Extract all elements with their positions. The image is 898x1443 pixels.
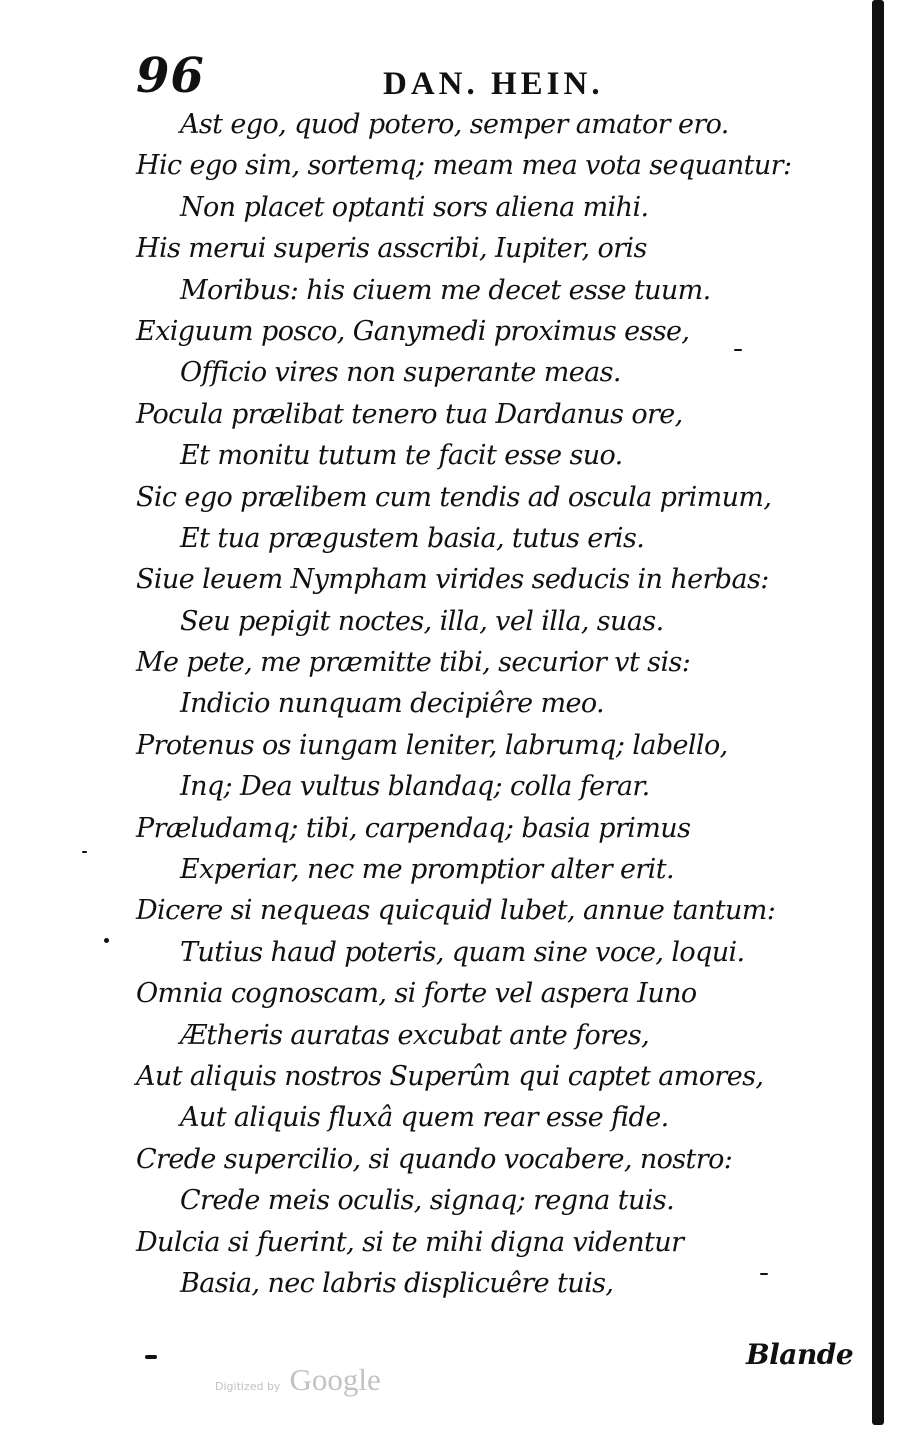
verse-line: Tutius haud poteris, quam sine voce, loqui. xyxy=(180,936,745,968)
verse-line: Non placet optanti sors aliena mihi. xyxy=(180,191,649,223)
verse-line: Omnia cognoscam, si forte vel aspera Iuno xyxy=(136,978,697,1010)
ink-speck xyxy=(82,851,87,853)
ink-speck xyxy=(145,1355,157,1359)
verse-line: Ætheris auratas excubat ante fores, xyxy=(180,1019,650,1051)
verse-line: Exiguum posco, Ganymedi proximus esse, xyxy=(136,315,690,347)
verse-line: Inq; Dea vultus blandaq; colla ferar. xyxy=(180,771,650,803)
verse-line: Sic ego prælibem cum tendis ad oscula primum, xyxy=(136,481,772,513)
verse-line: Me pete, me præmitte tibi, securior vt sis: xyxy=(136,647,691,679)
verse-line: Experiar, nec me promptior alter erit. xyxy=(180,854,674,886)
page-number: 96 xyxy=(136,48,205,104)
verse-line: Indicio nunquam decipiêre meo. xyxy=(180,688,605,720)
page-header xyxy=(136,48,756,112)
verse-line: Officio vires non superante meas. xyxy=(180,357,621,389)
verse-line: Dulcia si fuerint, si te mihi digna videntur xyxy=(136,1226,684,1258)
verse-line: Ast ego, quod potero, semper amator ero. xyxy=(180,109,729,140)
digitization-watermark xyxy=(215,1362,381,1398)
watermark-brand: Google xyxy=(289,1362,381,1397)
verse-line: Moribus: his ciuem me decet esse tuum. xyxy=(180,274,711,306)
verse-line: Hic ego sim, sortemq; meam mea vota sequantur: xyxy=(136,150,792,182)
ink-speck xyxy=(104,938,109,943)
verse-line: Pocula prælibat tenero tua Dardanus ore, xyxy=(136,398,683,430)
verse-line: Aut aliquis fluxâ quem rear esse fide. xyxy=(180,1102,669,1134)
watermark-prefix: Digitized by xyxy=(215,1380,281,1393)
poem-text xyxy=(136,104,836,1304)
running-head: DAN. HEIN. xyxy=(383,66,604,102)
ink-speck xyxy=(760,1273,768,1275)
verse-line: Basia, nec labris displicuêre tuis, xyxy=(180,1267,614,1299)
verse-line: Præludamq; tibi, carpendaq; basia primus xyxy=(136,812,691,844)
verse-line: His merui superis asscribi, Iupiter, oris xyxy=(136,233,647,265)
verse-line: Crede meis oculis, signaq; regna tuis. xyxy=(180,1185,675,1217)
verse-line: Crede supercilio, si quando vocabere, nostro: xyxy=(136,1143,733,1175)
ink-speck xyxy=(734,349,742,351)
verse-line: Seu pepigit noctes, illa, vel illa, suas. xyxy=(180,605,664,637)
verse-line: Siue leuem Nympham virides seducis in herbas: xyxy=(136,564,769,596)
page-edge-rule xyxy=(872,0,884,1425)
verse-line: Dicere si nequeas quicquid lubet, annue tantum: xyxy=(136,895,776,927)
verse-line: Et tua prægustem basia, tutus eris. xyxy=(180,522,645,554)
verse-line: Aut aliquis nostros Superûm qui captet amores, xyxy=(136,1060,764,1092)
verse-line: Protenus os iungam leniter, labrumq; labello, xyxy=(136,729,728,761)
catchword: Blande xyxy=(746,1338,854,1371)
verse-line: Et monitu tutum te facit esse suo. xyxy=(180,440,623,472)
